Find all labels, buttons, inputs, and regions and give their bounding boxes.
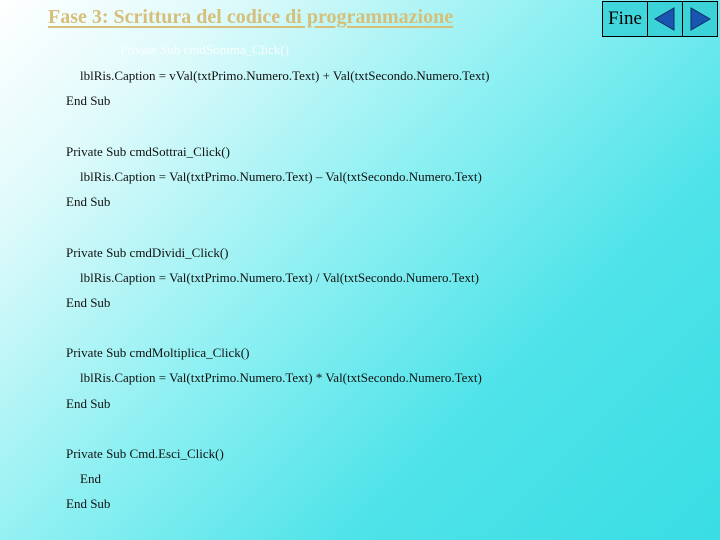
- slide-title: Fase 3: Scrittura del codice di programmazione: [48, 6, 454, 28]
- code-line: lblRis.Caption = vVal(txtPrimo.Numero.Text) + Val(txtSecondo.Numero.Text): [80, 68, 490, 83]
- code-line: Private Sub cmdMoltiplica_Click(): [66, 345, 250, 360]
- triangle-right-icon: [685, 4, 715, 34]
- code-line: Private Sub cmdDividi_Click(): [66, 245, 229, 260]
- triangle-left-icon: [650, 4, 680, 34]
- code-line: End Sub: [66, 396, 111, 411]
- code-line: End Sub: [66, 194, 111, 209]
- code-line: lblRis.Caption = Val(txtPrimo.Numero.Text) / Val(txtSecondo.Numero.Text): [80, 270, 479, 285]
- code-line: End: [80, 471, 101, 486]
- code-line: End Sub: [66, 93, 111, 108]
- faded-code-line: Private Sub cmdSomma_Click(): [120, 42, 289, 57]
- code-line: End Sub: [66, 295, 111, 310]
- fine-button[interactable]: Fine: [603, 2, 648, 36]
- previous-slide-button[interactable]: [648, 2, 683, 36]
- code-line: Private Sub Cmd.Esci_Click(): [66, 446, 224, 461]
- code-line: End Sub: [66, 496, 111, 511]
- code-line: lblRis.Caption = Val(txtPrimo.Numero.Text) – Val(txtSecondo.Numero.Text): [80, 169, 482, 184]
- nav-bar: [602, 1, 718, 37]
- next-slide-button[interactable]: [683, 2, 717, 36]
- code-line: Private Sub cmdSottrai_Click(): [66, 144, 230, 159]
- code-line: lblRis.Caption = Val(txtPrimo.Numero.Text) * Val(txtSecondo.Numero.Text): [80, 370, 482, 385]
